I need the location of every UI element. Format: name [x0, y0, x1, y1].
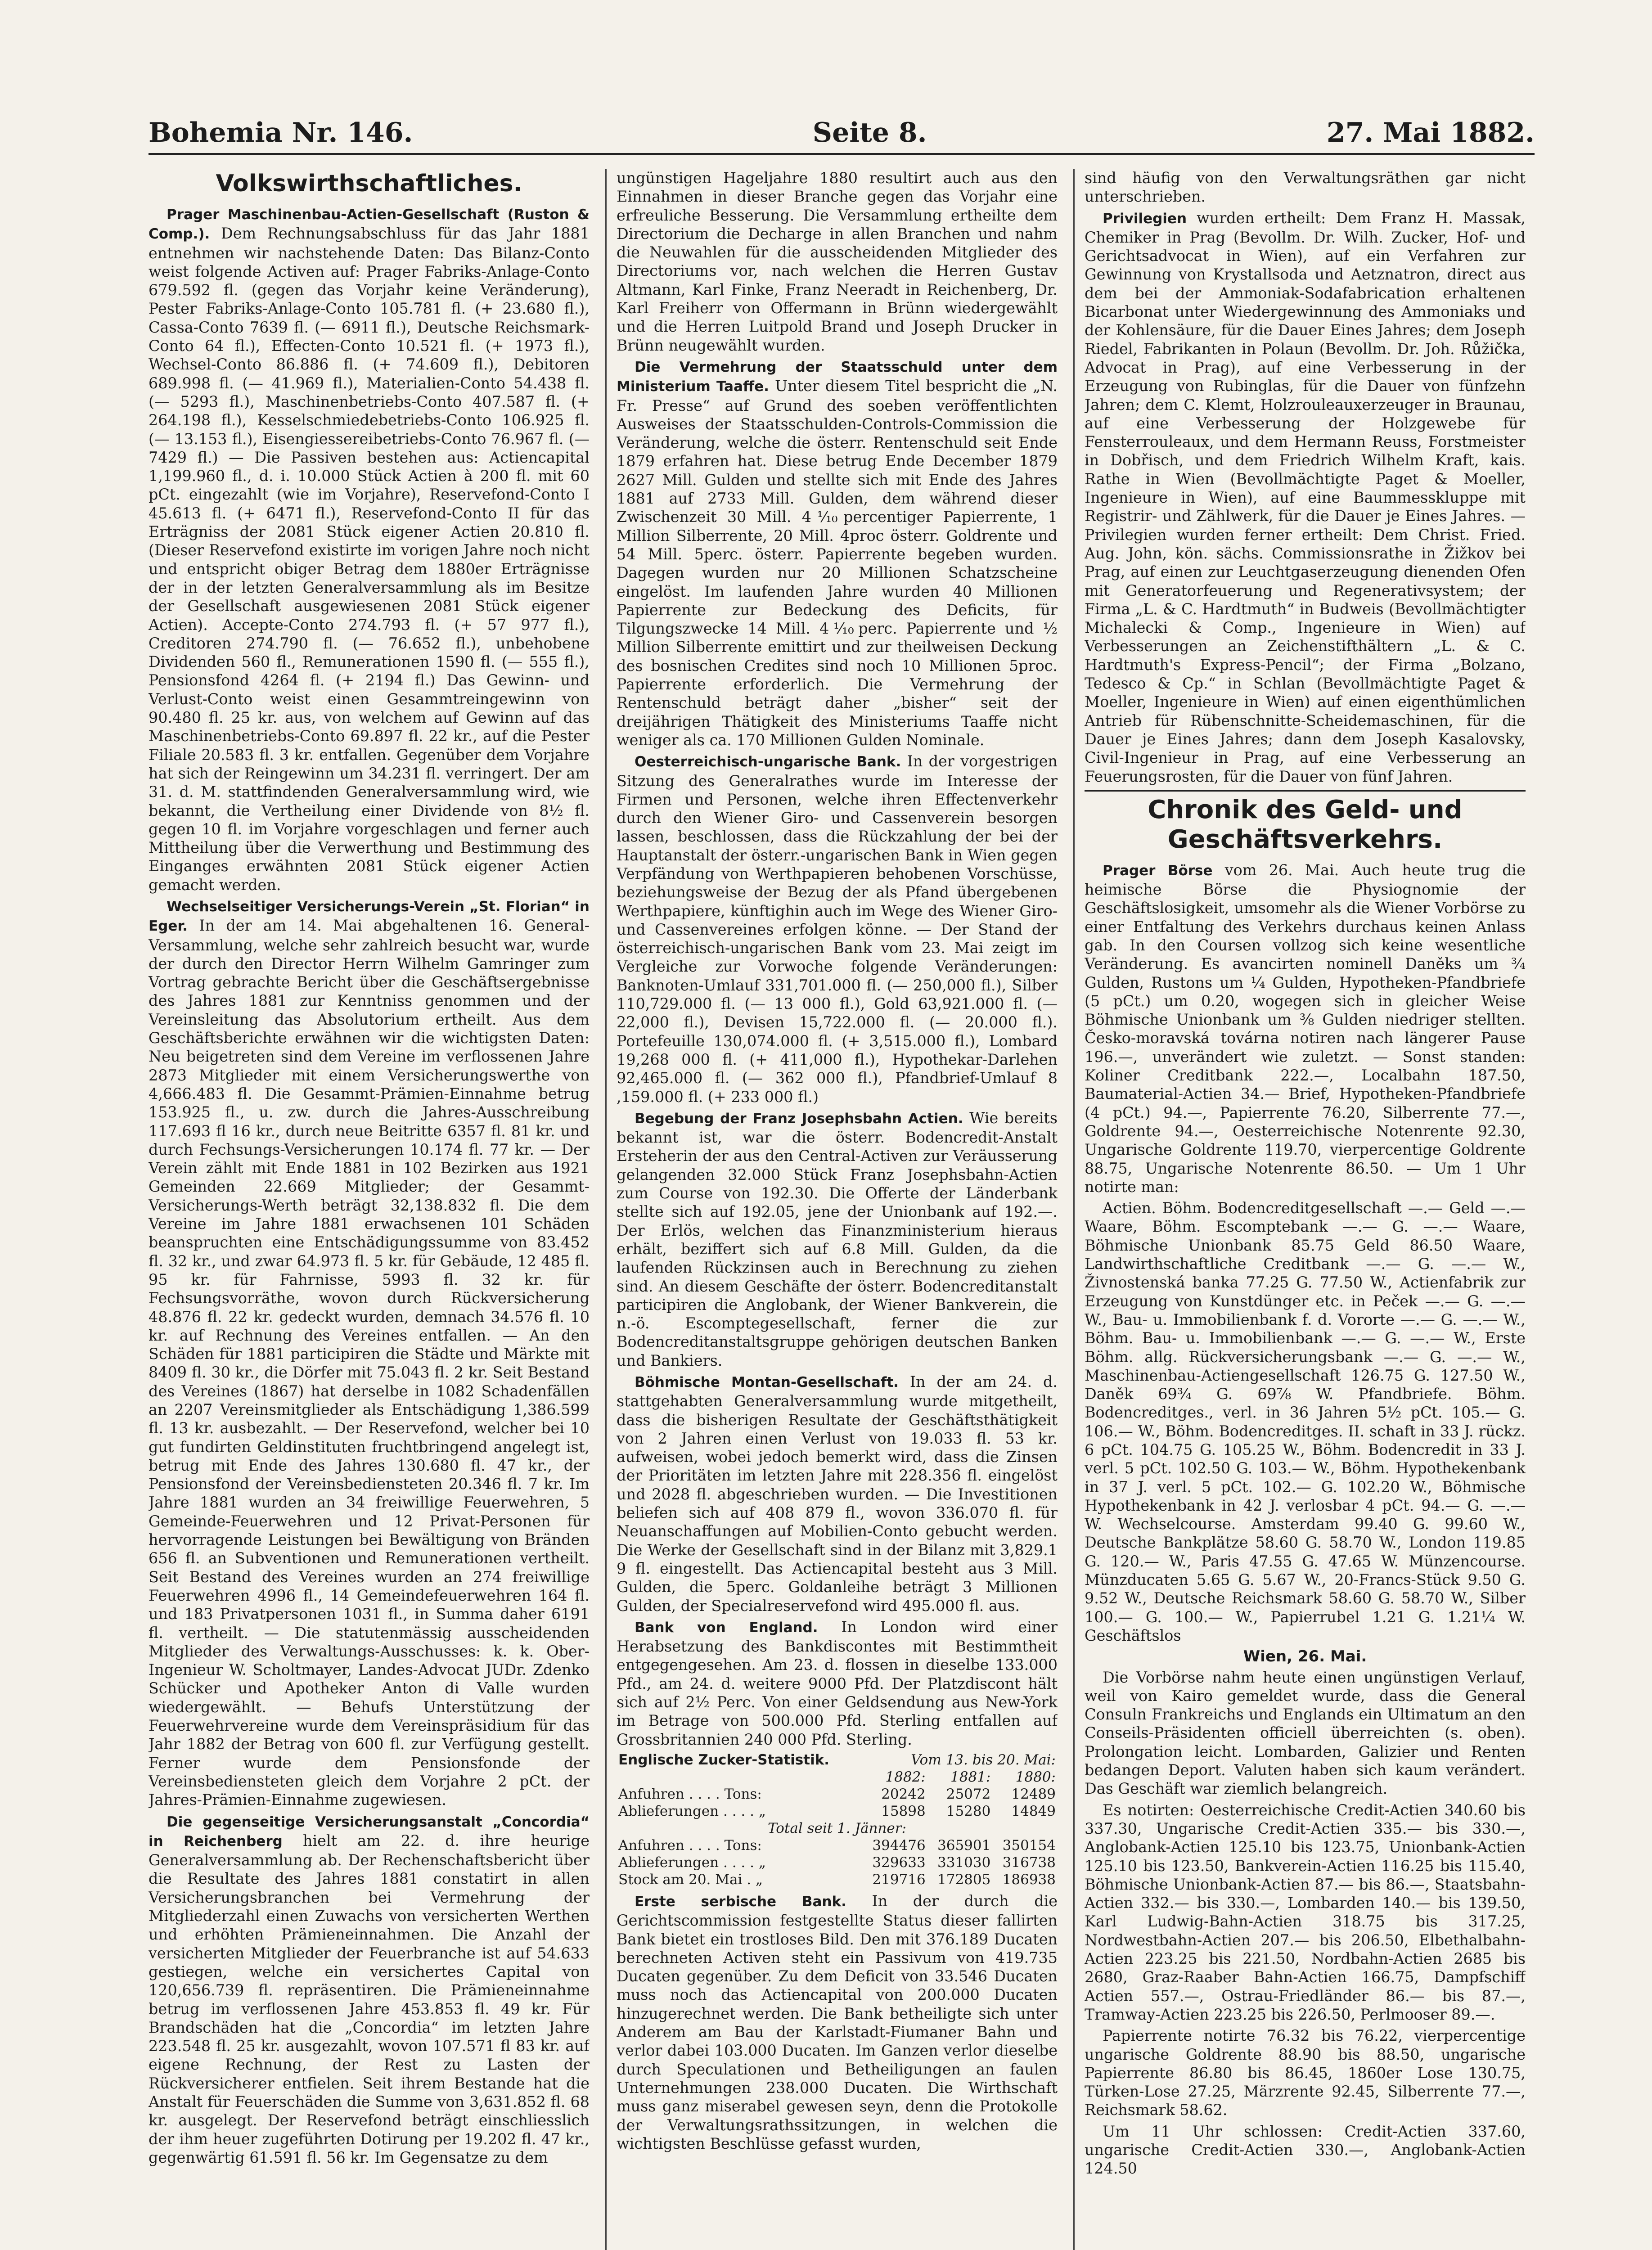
table-subheading: Total seit 1. Jänner:: [767, 1820, 906, 1836]
article-heading: Die gegenseitige Versicherungsanstalt „Concordia“ in Reichenberg: [149, 1814, 590, 1850]
article: [617, 1618, 1058, 1749]
header-rule: [149, 153, 1535, 155]
table-row: [617, 1871, 1058, 1888]
table-row: [617, 1786, 1058, 1803]
article-body: In London wird einer Herabsetzung des Bankdiscontes mit Bestimmtheit entgegengesehen. Am 23. d. flossen in dieselbe 133.000 Pfd., am 24. d. weitere 9000 Pfd. Der Platzdiscont hält sich auf 2½ Perc. Von einer Geldsendung aus New-York im Betrage von 500.000 Pfd. Sterling entfallen auf Grossbritannien 240 000 Pfd. Sterling.: [617, 1618, 1058, 1748]
row-label: Stock am 20. Mai . „: [618, 1871, 763, 1888]
article-body: Unter diesem Titel bespricht die „N. Fr. Presse“ auf Grund des soeben veröffentlichten Ausweises der Staatsschulden-Controls-Commission die Veränderung, welche die österr. Rentenschuld seit Ende 1879 erfahren hat. Diese betrug Ende December 1879 2627 Mill. Gulden und stellte sich mit Ende des Jahres 1881 auf 2733 Mill. Gulden, dem während dieser Zwischenzeit 30 Mill. 4⅒percentiger Papierrente, 1 Million Silberrente, 20 Mill. 4proc österr. Goldrente und 54 Mill. 5perc. österr. Papierrente begeben wurden. Dagegen wurden nur 20 Millionen Schatzscheine eingelöst. Im laufenden Jahre wurden 40 Millionen Papierrente zur Bedeckung des Deficits, für Tilgungszwecke 14 Mill. 4⅒perc. Papierrente und ½ Million Silberrente emittirt und zur theilweisen Deckung des bosnischen Credites sind noch 10 Millionen 5proc. Papierrente erforderlich. Die Vermehrung der Rentenschuld beträgt daher „bisher“ seit der dreijährigen Thätigkeit des Ministeriums Taaffe nicht weniger als ca. 170 Millionen Gulden Nominale.: [617, 377, 1058, 749]
article: [617, 752, 1058, 1106]
article: [149, 1812, 590, 2167]
article: [617, 1372, 1058, 1615]
cell: 15898: [881, 1803, 926, 1819]
paper-name: Bohemia Nr. 146.: [149, 117, 413, 148]
table-row: [617, 1837, 1058, 1854]
quotes-paragraph: Actien. Böhm. Bodencreditgesellschaft —.— Geld —.— Waare, Böhm. Escomptebank —.— G. —.— Waare, Böhmische Unionbank 85.75 Geld 86.50 Waare, Landwirthschaftliche Creditbank —.— G. —.— W., Živnostenská banka 77.25 G. 77.50 W., Actienfabrik zur Erzeugung von Kunstdünger etc. in Peček —.— G. —.— W., Bau- u. Immobilienbank f. d. Vororte —.— G. —.— W., Böhm. Bau- u. Immobilienbank —.— G. —.— W., Erste Böhm. allg. Rückversicherungsbank —.— G. —.— W., Maschinenbau-Actiengesellschaft 126.75 G. 127.50 W., Daněk 69¾ G. 69⅞ W. Pfandbriefe. Böhm. Bodencreditges., verl. in 36 Jahren 5½ pCt. 105.— G. 106.— W., Böhm. Bodencreditges. II. schaft in 33 J. rückz. 6 pCt. 104.75 G. 105.25 W., Böhm. Bodencredit in 33 J. verl. 5 pCt. 102.50 G. 103.— W., Böhm. Hypothekenbank in 37 J. verl. 5 pCt. 102.— G. 102.20 W., Böhmische Hypothekenbank in 42 J. verlosbar 4 pCt. 94.— G. —.— W. Wechselcourse. Amsterdam 99.40 G. 99.60 W., Deutsche Bankplätze 58.60 G. 58.70 W., London 119.85 G. 120.— W., Paris 47.55 G. 47.65 W. Münzencourse. Münzducaten 5.65 G. 5.67 W., 20-Francs-Stück 9.50 G. 9.52 W., Deutsche Reichsmark 58.60 G. 58.70 W., Silber 100.— G. 100.— W., Papierrubel 1.21 G. 1.21¼ W. Geschäftslos: [1085, 1199, 1526, 1644]
row-label: Ablieferungen . . . . „: [618, 1854, 766, 1871]
article: [617, 1892, 1058, 2153]
column-1: [149, 169, 590, 2250]
article-body: In der am 24. d. stattgehabten Generalversammlung wurde mitgetheilt, dass die bisherigen Resultate der Geschäftsthätigkeit von 2 Jahren einen Verlust von 19.033 fl. 53 kr. aufweisen, wobei jedoch bemerkt wird, dass die Zinsen der Prioritäten im letzten Jahre mit 228.356 fl. eingelöst und 2028 fl. abgeschrieben wurden. — Die Investitionen beliefen sich auf 408 879 fl., wovon 336.070 fl. für Neuanschaffungen auf Mobilien-Conto gebucht werden. Die Werke der Gesellschaft sind in der Bilanz mit 3,829.1 9 fl. eingestellt. Das Actiencapital besteht aus 3 Mill. Gulden, die 5perc. Goldanleihe beträgt 3 Millionen Gulden, der Specialreservefond wird 495.000 fl. aus.: [617, 1373, 1058, 1615]
article-heading: Böhmische Montan-Gesellschaft.: [635, 1374, 899, 1390]
article-body: Papierrente notirte 76.32 bis 76.22, vierpercentige ungarische Goldrente 88.90 bis 88.50, ungarische Papierrente 86.80 bis 86.45, 1860er Lose 130.75, Türken-Lose 27.25, Märzrente 92.45, Silberrente 77.—, Reichsmark 58.62.: [1085, 2027, 1526, 2119]
cell: 316738: [1002, 1854, 1056, 1871]
issue-date: 27. Mai 1882.: [1326, 117, 1535, 148]
column-divider: [1073, 169, 1075, 2250]
section-title: Volkswirthschaftliches.: [216, 170, 522, 197]
article-body: hielt am 22. d. ihre heurige Generalversammlung ab. Der Rechenschaftsbericht über die Resultate des Jahres 1881 constatirt in allen Versicherungsbranchen bei Vermehrung der Mitgliederzahl einen Zuwachs von versicherten Werthen und erhöhten Prämieneinnahmen. Die Anzahl der versicherten Mitglieder der Feuerbranche ist auf 54.633 gestiegen, welche ein versichertes Capital von 120,656.739 fl. repräsentiren. Die Prämieneinnahme betrug im verflossenen Jahre 453.853 fl. 49 kr. Für Brandschäden hat die „Concordia“ im letzten Jahre 223.548 fl. 25 kr. ausgezahlt, wovon 107.571 fl 83 kr. auf eigene Rechnung, der Rest zu Lasten der Rückversicherer entfielen. Seit ihrem Bestande hat die Anstalt für Feuerschäden die Summe von 3,631.852 fl. 68 kr. ausgelegt. Der Reservefond beträgt einschliesslich der ihm heuer zugeführten Dotirung per 19.202 fl. 47 kr., gegenwärtig 61.591 fl. 56 kr. Im Gegensatze zu dem: [149, 1832, 590, 2166]
cell: 12489: [1011, 1786, 1056, 1802]
column-divider: [605, 169, 607, 2250]
year-cell: 1881:: [950, 1768, 991, 1785]
article: [1085, 209, 1526, 786]
article-body: wurden ertheilt: Dem Franz H. Massak, Chemiker in Prag (Bevollm. Dr. Wilh. Zucker, Hof- und Gerichtsadvocat in Wien), auf ein Verfahren zur Gewinnung von Krystallsoda und Aetznatron, direct aus dem bei der Ammoniak-Sodafabrication erhaltenen Bicarbonat unter Wiedergewinnung des Ammoniaks und der Kohlensäure, für die Dauer Eines Jahres; dem Joseph Riedel, Fabrikanten in Polaun (Bevollm. Dr. Joh. Růžička, Advocat in Prag), auf eine Verbesserung in der Erzeugung von Rubinglas, für die Dauer von fünfzehn Jahren; dem C. Klemt, Holzrouleauxerzeuger in Braunau, auf eine Verbesserung der Holzgewebe für Fensterrouleaux, und dem Hermann Reuss, Forstmeister in Dobřisch, und dem Friedrich Wilhelm Kraft, kais. Rathe in Wien (Bevollmächtigte Paget & Moeller, Ingenieure in Wien), auf eine Baummesskluppe mit Registrir- und Zählwerk, für die Dauer je Eines Jahres. — Privilegien wurden ferner ertheilt: Dem Christ. Fried. Aug. John, kön. sächs. Commissionsrathe in Žižkov bei Prag, auf einen zur Leuchtgaserzeugung dienenden Ofen mit Generatorfeuerung und Regenerativsystem; der Firma „L. & C. Hardtmuth“ in Budweis (Bevollmächtigter Michalecki & Comp., Ingenieure in Wien) auf Verbesserungen an Zeichenstifthältern „L. & C. Hardtmuth's Express-Pencil“; der Firma „Bolzano, Tedesco & Cp.“ in Schlan (Bevollmächtigte Paget & Moeller, Ingenieure in Wien) auf einen eigenthümlichen Antrieb für Rübenschnitte-Scheidemaschinen, für die Dauer je Eines Jahres; dann dem Joseph Kasalovsky, Civil-Ingenieur in Prag, auf eine Verbesserung an Feuerungsrosten, für die Dauer von fünf Jahren.: [1085, 209, 1526, 785]
article: [617, 1109, 1058, 1370]
year-cell: 1882:: [885, 1768, 926, 1785]
article-heading: Bank von England.: [635, 1619, 818, 1636]
cell: 172805: [937, 1871, 991, 1888]
cell: 331030: [937, 1854, 991, 1871]
cell: 25072: [946, 1786, 991, 1802]
article-body: Wie bereits bekannt ist, war die österr. Bodencredit-Anstalt Ersteherin der aus den Central-Activen zur Veräusserung gelangenden 32.000 Stück Franz Josephsbahn-Actien zum Course von 192.30. Die Offerte der Länderbank stellte sich auf 192.05, jene der Unionbank auf 192.—. Der Erlös, welchen das Finanzministerium hieraus erhält, beziffert sich auf 6.8 Mill. Gulden, da die laufenden Rückzinsen auch in Berechnung zu ziehen sind. An diesem Geschäfte der österr. Bodencreditanstalt participiren die Anglobank, der Wiener Bankverein, die n.-ö. Escomptegesellschaft, ferner die zur Bodencreditanstaltsgruppe gehörigen deutschen Banken und Bankiers.: [617, 1109, 1058, 1369]
article-heading: Privilegien: [1103, 210, 1187, 227]
article-heading: Erste serbische Bank.: [635, 1893, 846, 1910]
article-heading: Begebung der Franz Josephsbahn Actien.: [635, 1110, 963, 1127]
cell: 329633: [872, 1854, 926, 1871]
article-body: vom 26. Mai. Auch heute trug die heimische Börse die Physiognomie der Geschäftslosigkeit, umsomehr als die Wiener Vorbörse zu einer Entfaltung des Verkehrs durchaus keinen Anlass gab. In den Coursen vollzog sich keine wesentliche Veränderung. Es avancirten nominell Daněks um ¾ Gulden, Rustons um ¼ Gulden, Hypotheken-Pfandbriefe (5 pCt.) um 0.20, wogegen sich in gleicher Weise Böhmische Unionbank um ⅜ Gulden niedriger stellten. Česko-moravská továrna notiren nach längerer Pause 196.—, unverändert wie zuletzt. — Sonst standen: Koliner Creditbank 222.—, Localbahn 187.50, Baumaterial-Actien 34.— Brief, Hypotheken-Pfandbriefe (4 pCt.) 94.—, Papierrente 76.20, Silberrente 77.—, Goldrente 94.—, Oesterreichische Notenrente 92.30, Ungarische Goldrente 119.70, vierpercentige Goldrente 88.75, Ungarische Notenrente 86.50. — Um 1 Uhr notirte man:: [1085, 861, 1526, 1196]
article: [1085, 861, 1526, 1196]
column-2: [617, 169, 1058, 2250]
article-heading: Wechselseitiger Versicherungs-Verein „St. Florian“ in Eger.: [149, 898, 590, 935]
row-label: Ablieferungen . . . . „: [618, 1803, 766, 1819]
masthead: [149, 108, 1535, 148]
cell: 365901: [937, 1837, 991, 1854]
article: [149, 205, 590, 894]
article-heading: Oesterreichisch-ungarische Bank.: [635, 754, 901, 770]
article-heading: Die Vermehrung der Staatsschuld unter dem Ministerium Taaffe.: [617, 359, 1058, 395]
column-3: [1085, 169, 1526, 2250]
article-body: In der durch die Gerichtscommission festgestellte Status dieser fallirten Bank bietet ein trostloses Bild. Den mit 376.189 Ducaten berechneten Activen steht ein Passivum von 419.735 Ducaten gegenüber. Zu dem Deficit von 33.546 Ducaten muss noch das Actiencapital von 200.000 Ducaten hinzugerechnet werden. Die Bank betheiligte sich unter Anderem am Bau der Karlstadt-Fiumaner Bahn und verlor dabei 103.000 Ducaten. Im Ganzen verlor dieselbe durch Speculationen und Betheiligungen an faulen Unternehmungen 238.000 Ducaten. Die Wirthschaft muss ganz miserabel gewesen seyn, denn die Protokolle der Verwaltungsrathssitzungen, in welchen die wichtigsten Beschlüsse gefasst wurden,: [617, 1892, 1058, 2152]
cell: 394476: [872, 1837, 926, 1854]
table-row: [617, 1803, 1058, 1820]
article-heading: Prager Börse: [1103, 862, 1213, 879]
article-body: Dem Rechnungsabschluss für das Jahr 1881 entnehmen wir nachstehende Daten: Das Bilanz-Conto weist folgende Activen auf: Prager Fabriks-Anlage-Conto 679.592 fl. (gegen das Vorjahr keine Veränderung), Pester Fabriks-Anlage-Conto 105.781 fl. (+ 23.680 fl.), Cassa-Conto 7639 fl. (— 6911 fl.), Deutsche Reichsmark-Conto 64 fl.), Effecten-Conto 10.521 fl. (+ 1973 fl.), Wechsel-Conto 86.886 fl. (+ 74.609 fl.), Debitoren 689.998 fl. (— 41.969 fl.), Materialien-Conto 54.438 fl. (— 5293 fl.), Maschinenbetriebs-Conto 407.587 fl. (+ 264.198 fl.), Kesselschmiedebetriebs-Conto 106.925 fl. (— 13.153 fl.), Eisengiessereibetriebs-Conto 76.967 fl. (— 7429 fl.) — Die Passiven bestehen aus: Actiencapital 1,199.960 fl., d. i. 10.000 Stück Actien à 200 fl. mit 60 pCt. eingezahlt (wie im Vorjahre), Reservefond-Conto I 45.613 fl. (+ 6471 fl.), Reservefond-Conto II für das Erträgniss der 2081 Stück eigener Actien 20.810 fl. (Dieser Reservefond existirte im vorigen Jahre noch nicht und entspricht obiger Betrag dem 1880er Erträgnisse der in der letzten Generalversammlung als im Besitze der Gesellschaft ausgewiesenen 2081 Stück eigener Actien). Accepte-Conto 274.793 fl. (+ 57 977 fl.), Creditoren 274.790 fl. (— 76.652 fl.), unbehobene Dividenden 560 fl., Remunerationen 1590 fl. (— 555 fl.), Pensionsfond 4264 fl. (+ 2194 fl.) Das Gewinn- und Verlust-Conto weist einen Gesammtreingewinn von 90.480 fl. 25 kr. aus, von welchem auf Gewinn auf das Maschinenbetriebs-Conto 69.897 fl. 22 kr., auf die Pester Filiale 20.583 fl. 3 kr. entfallen. Gegenüber dem Vorjahre hat sich der Reingewinn um 34.231 fl. verringert. Der am 31. d. M. stattfindenden Generalversammlung wird, wie bekannt, die Vertheilung einer Dividende von 8½ fl. gegen 10 fl. im Vorjahre vorgeschlagen und ferner auch Mittheilung über die Verwerthung und Bestimmung des Einganges erwähnten 2081 Stück eigener Actien gemacht werden.: [149, 225, 590, 894]
table-period: Vom 13. bis 20. Mai:: [911, 1751, 1056, 1768]
cell: 219716: [872, 1871, 926, 1888]
cell: 15280: [946, 1803, 991, 1819]
article: [149, 897, 590, 1809]
article-body: Es notirten: Oesterreichische Credit-Actien 340.60 bis 337.30, Ungarische Credit-Actien 335.— bis 330.—, Anglobank-Actien 125.10 bis 123.75, Unionbank-Actien 125.10 bis 123.50, Bankverein-Actien 116.25 bis 115.40, Böhmische Unionbank-Actien 87.— bis 86.—, Staatsbahn-Actien 332.— bis 330.—, Lombarden 140.— bis 139.50, Karl Ludwig-Bahn-Actien 318.75 bis 317.25, Nordwestbahn-Actien 207.— bis 206.50, Elbethalbahn-Actien 223.25 bis 221.50, Nordbahn-Actien 2685 bis 2680, Graz-Raaber Bahn-Actien 166.75, Dampfschiff Actien 557.—, Ostrau-Friedländer 86.— bis 87.—, Tramway-Actien 223.25 bis 226.50, Perlmooser 89.—.: [1085, 1801, 1526, 2023]
table-row: [617, 1854, 1058, 1871]
article-heading: Prager Maschinenbau-Actien-Gesellschaft (Ruston & Comp.).: [149, 207, 590, 243]
page-number: Seite 8.: [812, 117, 927, 148]
cell: 20242: [881, 1786, 926, 1802]
cell: 186938: [1002, 1871, 1056, 1888]
cell: 350154: [1002, 1837, 1056, 1854]
article-body: Um 11 Uhr schlossen: Credit-Actien 337.60, ungarische Credit-Actien 330.—, Anglobank-Actien 124.50: [1085, 2122, 1526, 2178]
article-continuation: ungünstigen Hageljahre 1880 resultirt auch aus den Einnahmen in dieser Branche gegen das Vorjahr eine erfreuliche Besserung. Die Versammlung ertheilte dem Directorium die Decharge in allen Branchen und nahm die Neuwahlen für die ausscheidenden Mitglieder des Directoriums vor, nach welchen die Herren Gustav Altmann, Karl Finke, Franz Neeradt in Reichenberg, Dr. Karl Freiherr von Offermann in Brünn wiedergewählt und die Herren Luitpold Brand und Joseph Drucker in Brünn neugewählt wurden.: [617, 169, 1058, 354]
sugar-statistics-table: [617, 1751, 1058, 1888]
article-body: In der am 14. Mai abgehaltenen 16. General-Versammlung, welche sehr zahlreich besucht war, wurde der durch den Director Herrn Wilhelm Gamringer zum Vortrag gebrachte Bericht über die Geschäftsergebnisse des Jahres 1881 zur Kenntniss genommen und der Vereinsleitung das Absolutorium ertheilt. Aus dem Geschäftsberichte erwähnen wir die wichtigsten Daten: Neu beigetreten sind dem Vereine im verflossenen Jahre 2873 Mitglieder mit einem Versicherungswerthe von 4,666.483 fl. Die Gesammt-Prämien-Einnahme betrug 153.925 fl., u. zw. durch die Jahres-Ausschreibung 117.693 fl 16 kr., durch neue Beitritte 6357 fl. 81 kr. und durch Fechsungs-Versicherungen 10.174 fl. 77 kr. — Der Verein zählt mit Ende 1881 in 102 Bezirken aus 1921 Gemeinden 22.669 Mitglieder; der Gesammt-Versicherungs-Werth beträgt 32,138.832 fl. Die dem Vereine im Jahre 1881 erwachsenen 101 Schäden beanspruchten eine Entschädigungssumme von 83.452 fl. 32 kr., und zwar 64.973 fl. 5 kr. für Gebäude, 12 485 fl. 95 kr. für Fahrnisse, 5993 fl. 32 kr. für Fechsungsvorräthe, wovon durch Rückversicherung 48.876 fl. 22 kr. gedeckt wurden, demnach 34.576 fl. 10 kr. auf Rechnung des Vereines entfallen. — An den Schäden für 1881 participiren die Städte und Märkte mit 8409 fl. 30 kr., die Dörfer mit 75.043 fl. 2 kr. Seit Bestand des Vereines (1867) hat derselbe in 1082 Schadenfällen an 2207 Vereinsmitglieder als Entschädigung 1,386.599 fl. 13 kr. ausbezahlt. — Der Reservefond, welcher bei 10 gut fundirten Geldinstituten fruchtbringend angelegt ist, betrug mit Ende des Jahres 130.680 fl. 47 kr., der Pensionsfond der Vereinsbediensteten 20.346 fl. 7 kr. Im Jahre 1881 wurden an 34 freiwillige Feuerwehren, 5 Gemeinde-Feuerwehren und 12 Privat-Personen für hervorragende Leistungen bei Bewältigung von Bränden 656 fl. an Subventionen und Remunerationen vertheilt. Seit Bestand des Vereines wurden an 274 freiwillige Feuerwehren 4996 fl., 14 Gemeindefeuerwehren 164 fl. und 183 Privatpersonen 1031 fl., in Summa daher 6191 fl. vertheilt. — Die statutenmässig ausscheidenden Mitglieder des Verwaltungs-Ausschusses: k. k. Ober-Ingenieur W. Scholtmayer, Landes-Advocat JUDr. Zdenko Schücker und Apotheker Anton di Valle wurden wiedergewählt. — Behufs Unterstützung der Feuerwehrvereine wurde dem Vereinspräsidium für das Jahr 1882 der Betrag von 600 fl. zur Verfügung gestellt. Ferner wurde dem Pensionsfonde der Vereinsbediensteten gleich dem Vorjahre 2 pCt. der Jahres-Prämien-Einnahme zugewiesen.: [149, 917, 590, 1809]
row-label: Anfuhren . . . . Tons:: [618, 1837, 762, 1854]
table-title: Englische Zucker-Statistik.: [618, 1751, 830, 1768]
row-label: Anfuhren . . . . Tons:: [618, 1786, 762, 1802]
table-subheader-row: [617, 1820, 1058, 1837]
table-header-row: [617, 1751, 1058, 1768]
article-continuation: sind häufig von den Verwaltungsräthen gar nicht unterschrieben.: [1085, 169, 1526, 206]
cell: 14849: [1011, 1803, 1056, 1819]
section-title: Chronik des Geld- und Geschäftsverkehrs.: [1085, 790, 1526, 855]
table-year-row: [617, 1768, 1058, 1786]
subsection-heading: Wien, 26. Mai.: [1243, 1647, 1367, 1666]
article: [617, 357, 1058, 749]
year-cell: 1880:: [1015, 1768, 1056, 1785]
article-body: In der vorgestrigen Sitzung des Generalrathes wurde im Interesse der Firmen und Personen, welche ihren Effectenverkehr durch den Wiener Giro- und Cassenverein besorgen lassen, beschlossen, dass die Rückzahlung der bei der Hauptanstalt der österr.-ungarischen Bank in Wien gegen Verpfändung von Werthpapieren behobenen Vorschüsse, beziehungsweise der Bezug der als Pfand übergebenen Werthpapiere, künftighin auch im Wege des Wiener Giro- und Cassenvereines erfolgen könne. — Der Stand der österreichisch-ungarischen Bank vom 23. Mai zeigt im Vergleiche zur Vorwoche folgende Veränderungen: Banknoten-Umlauf 331,701.000 fl. (— 250,000 fl.), Silber 110,729.000 fl. (— 13 000 fl.), Gold 63,921.000 fl. (— 22,000 fl.), Devisen 15,722.000 fl. (— 20.000 fl.). Portefeuille 130,074.000 fl. (+ 3,515.000 fl.), Lombard 19,268 000 fl. (+ 411,000 fl.), Hypothekar-Darlehen 92,465.000 fl. (— 362 000 fl.), Pfandbrief-Umlauf 8 ,159.000 fl. (+ 233 000 fl.): [617, 752, 1058, 1106]
article-body: Die Vorbörse nahm heute einen ungünstigen Verlauf, weil von Kairo gemeldet wurde, dass die General Consuln Frankreichs und Englands ein Ultimatum an den Conseils-Präsidenten officiell überreichten (s. oben). Prolongation leicht. Lombarden, Galizier und Renten bedangen Deport. Valuten haben sich kaum verändert. Das Geschäft war ziemlich belangreich.: [1085, 1668, 1526, 1798]
